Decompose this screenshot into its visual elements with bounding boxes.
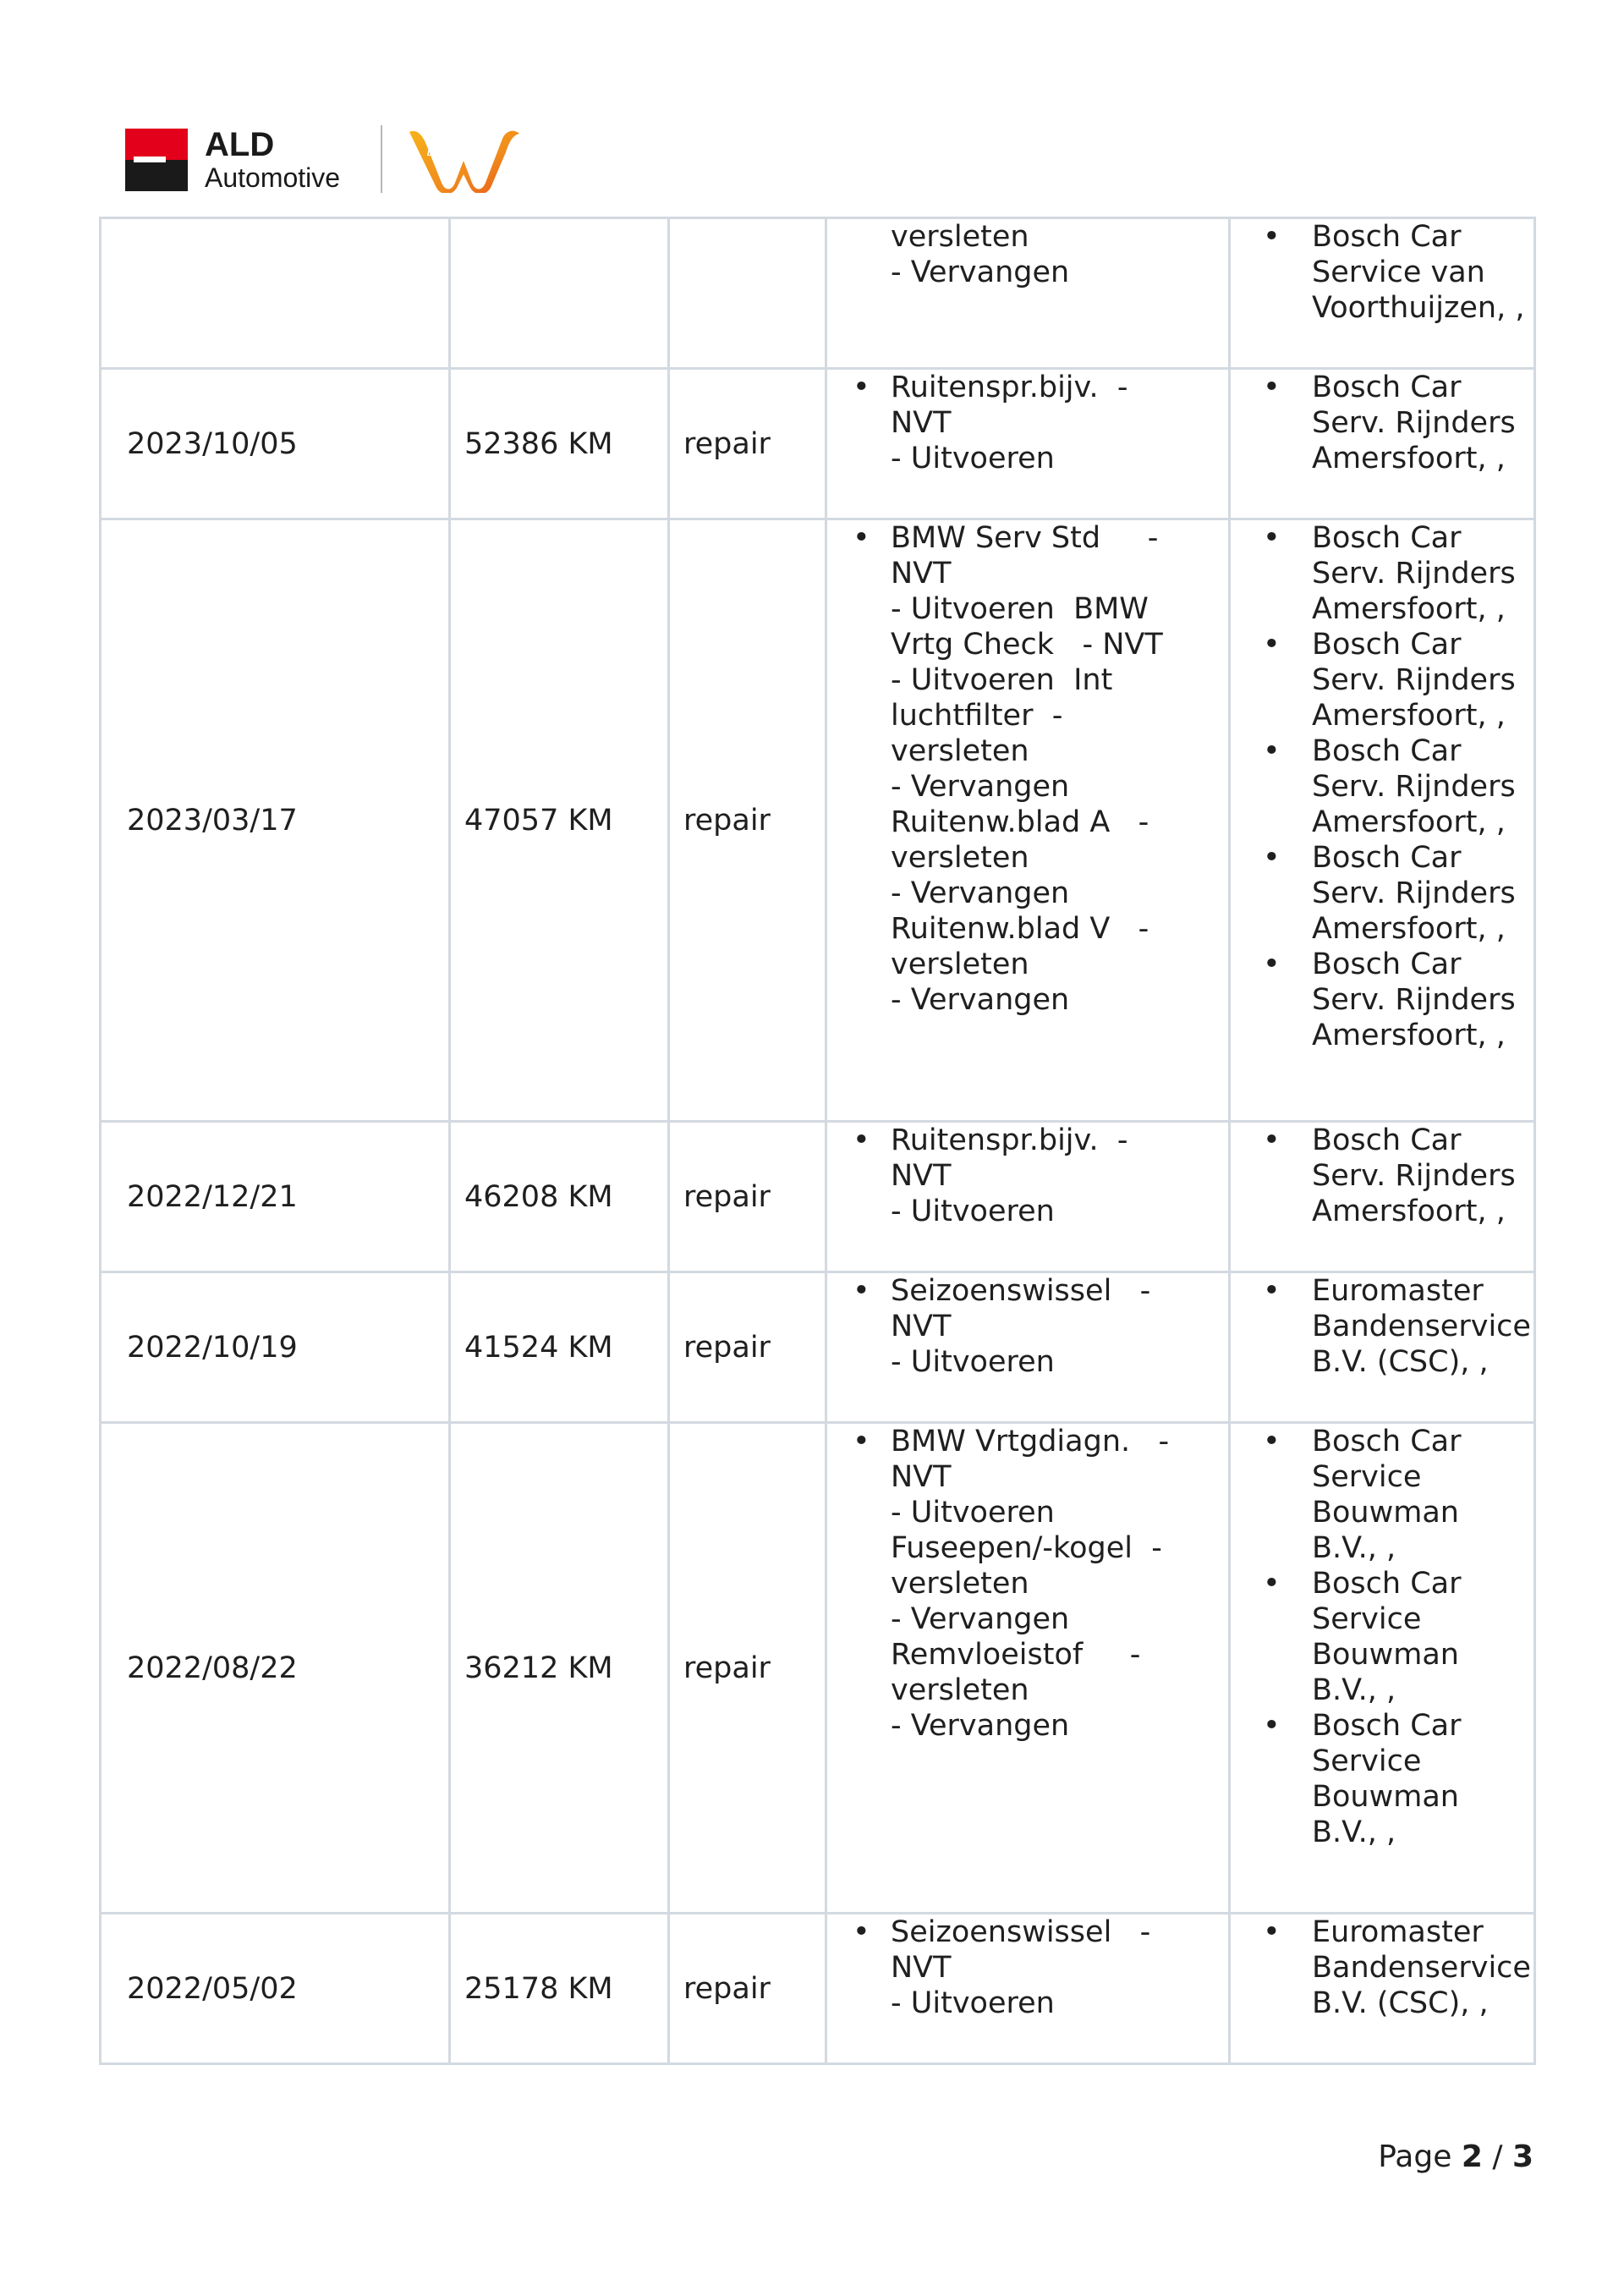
workshop-item: • Bosch Car Serv. Rijnders Amersfoort, , bbox=[1248, 733, 1527, 840]
workshop-item: • Euromaster Bandenservice B.V. (CSC), , bbox=[1248, 1273, 1527, 1380]
workshop-list bbox=[1230, 218, 1535, 369]
work-description bbox=[826, 1122, 1230, 1272]
service-date: 2022/05/02 bbox=[101, 1914, 450, 2064]
workshop-item: • Euromaster Bandenservice B.V. (CSC), , bbox=[1248, 1914, 1527, 2021]
work-item: • Seizoenswissel - NVT - Uitvoeren bbox=[844, 1273, 1221, 1380]
mileage: 41524 KM bbox=[450, 1272, 669, 1423]
mileage: 46208 KM bbox=[450, 1122, 669, 1272]
service-date: 2023/03/17 bbox=[101, 519, 450, 1122]
work-item: • BMW Serv Std - NVT - Uitvoeren BMW Vrtg Check - NVT - Uitvoeren Int luchtfilter - versleten - Vervangen Ruitenw.blad A - versleten - Vervangen Ruitenw.blad V - versleten - Vervangen bbox=[844, 520, 1221, 1018]
total-pages: 3 bbox=[1512, 2139, 1533, 2174]
service-date: 2022/10/19 bbox=[101, 1272, 450, 1423]
workshop-item: • Bosch Car Serv. Rijnders Amersfoort, , bbox=[1248, 947, 1527, 1053]
current-page: 2 bbox=[1461, 2139, 1483, 2174]
work-description bbox=[826, 1914, 1230, 2064]
table-row bbox=[101, 1423, 1535, 1914]
workshop-item: • Bosch Car Service Bouwman B.V., , bbox=[1248, 1424, 1527, 1566]
work-description bbox=[826, 218, 1230, 369]
service-date: 2022/12/21 bbox=[101, 1122, 450, 1272]
work-item: • Ruitenspr.bijv. - NVT - Uitvoeren bbox=[844, 1123, 1221, 1229]
workshop-item: • Bosch Car Serv. Rijnders Amersfoort, , bbox=[1248, 840, 1527, 947]
service-type: repair bbox=[669, 1122, 826, 1272]
work-description bbox=[826, 369, 1230, 519]
table-row bbox=[101, 1272, 1535, 1423]
mileage: 36212 KM bbox=[450, 1423, 669, 1914]
mileage: 47057 KM bbox=[450, 519, 669, 1122]
table-row bbox=[101, 1122, 1535, 1272]
ald-logo-subtitle: Automotive bbox=[205, 162, 341, 193]
workshop-item: • Bosch Car Serv. Rijnders Amersfoort, , bbox=[1248, 627, 1527, 733]
workshop-list bbox=[1230, 1423, 1535, 1914]
mileage: 52386 KM bbox=[450, 369, 669, 519]
service-type: repair bbox=[669, 1272, 826, 1423]
page-footer bbox=[1378, 2139, 1533, 2176]
service-date: 2022/08/22 bbox=[101, 1423, 450, 1914]
service-date: 2023/10/05 bbox=[101, 369, 450, 519]
service-type bbox=[669, 218, 826, 369]
mileage bbox=[450, 218, 669, 369]
service-date bbox=[101, 218, 450, 369]
table-row bbox=[101, 369, 1535, 519]
service-type: repair bbox=[669, 369, 826, 519]
workshop-list bbox=[1230, 1914, 1535, 2064]
work-item: versleten - Vervangen bbox=[891, 220, 1070, 289]
page-label: Page bbox=[1378, 2139, 1452, 2174]
workshop-item: • Bosch Car Serv. Rijnders Amersfoort, , bbox=[1248, 1123, 1527, 1229]
work-description bbox=[826, 519, 1230, 1122]
mileage: 25178 KM bbox=[450, 1914, 669, 2064]
service-type: repair bbox=[669, 1423, 826, 1914]
workshop-item: • Bosch Car Serv. Rijnders Amersfoort, , bbox=[1248, 520, 1527, 627]
workshop-item: • Bosch Car Service Bouwman B.V., , bbox=[1248, 1566, 1527, 1708]
workshop-list bbox=[1230, 1272, 1535, 1423]
logo-divider bbox=[381, 125, 382, 193]
table-row bbox=[101, 519, 1535, 1122]
work-item: • Seizoenswissel - NVT - Uitvoeren bbox=[844, 1914, 1221, 2021]
work-description bbox=[826, 1423, 1230, 1914]
workshop-item: • Bosch Car Service van Voorthuijzen, , bbox=[1248, 219, 1527, 326]
page-separator: / bbox=[1492, 2139, 1503, 2174]
page-header bbox=[125, 124, 531, 196]
service-type: repair bbox=[669, 1914, 826, 2064]
table-row bbox=[101, 1914, 1535, 2064]
service-history-table bbox=[99, 217, 1536, 2065]
table-row bbox=[101, 218, 1535, 369]
ald-logo-name: ALD bbox=[205, 126, 275, 163]
workshop-item: • Bosch Car Serv. Rijnders Amersfoort, , bbox=[1248, 370, 1527, 476]
service-type: repair bbox=[669, 519, 826, 1122]
workshop-item: • Bosch Car Service Bouwman B.V., , bbox=[1248, 1708, 1527, 1850]
workshop-list bbox=[1230, 1122, 1535, 1272]
work-item: • Ruitenspr.bijv. - NVT - Uitvoeren bbox=[844, 370, 1221, 476]
workshop-list bbox=[1230, 519, 1535, 1122]
ald-logo-mark bbox=[125, 129, 188, 191]
work-item: • BMW Vrtgdiagn. - NVT - Uitvoeren Fuseepen/-kogel - versleten - Vervangen Remvloeistof - versleten - Vervangen bbox=[844, 1424, 1221, 1744]
leaseplan-logo bbox=[404, 124, 523, 193]
work-description bbox=[826, 1272, 1230, 1423]
leaseplan-logo-text: LeasePlan bbox=[426, 146, 487, 159]
workshop-list bbox=[1230, 369, 1535, 519]
